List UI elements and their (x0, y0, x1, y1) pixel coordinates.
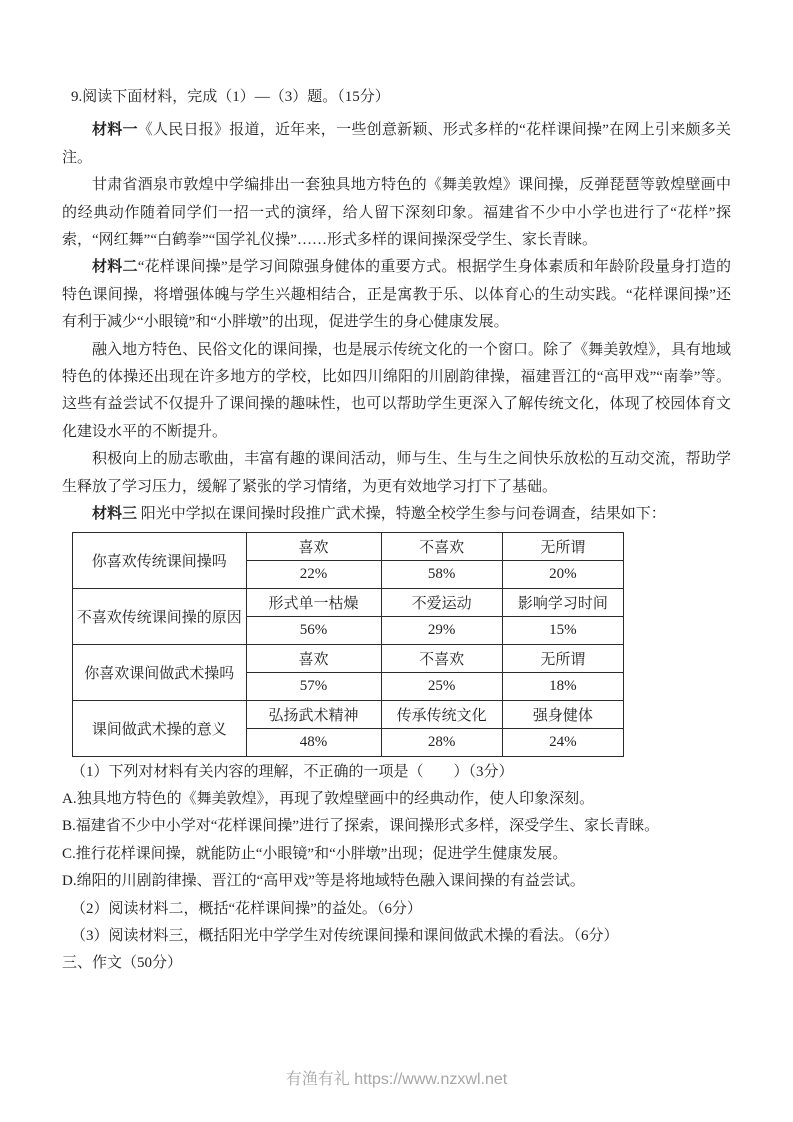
table-value-cell: 58% (381, 560, 502, 588)
table-option-cell: 不喜欢 (381, 532, 502, 560)
exam-content (62, 84, 731, 978)
material-2-body-1: 融入地方特色、民俗文化的课间操，也是展示传统文化的一个窗口。除了《舞美敦煌》，具有地域特色的体操还出现在许多地方的学校，比如四川绵阳的川剧韵律操，福建晋江的“高甲戏”“南拳”等。这些有益尝试不仅提升了课间操的趣味性，也可以帮助学生更深入了解传统文化，体现了校园体育文化建设水平的不断提升。 (62, 341, 731, 440)
table-value-cell: 29% (381, 616, 502, 644)
question-1-option-a: A.独具地方特色的《舞美敦煌》，再现了敦煌壁画中的经典动作，使人印象深刻。 (62, 790, 595, 807)
table-value-cell: 25% (381, 672, 502, 700)
table-row (73, 532, 624, 560)
material-3-intro (62, 501, 731, 528)
material-1-label: 材料一 (92, 122, 138, 139)
table-category-cell: 你喜欢课间做武术操吗 (73, 644, 247, 700)
table-row (73, 588, 624, 616)
table-option-cell: 弘扬武术精神 (246, 700, 381, 728)
table-value-cell: 57% (246, 672, 381, 700)
table-option-cell: 不喜欢 (381, 644, 502, 672)
table-category-cell: 你喜欢传统课间操吗 (73, 532, 247, 588)
material-1-intro (62, 117, 731, 172)
watermark-footer (0, 1066, 793, 1089)
question-1-option-c: C.推行花样课间操，就能防止“小眼镜”和“小胖墩”出现；促进学生健康发展。 (62, 845, 568, 862)
watermark-text: 有渔有礼 https://www.nzxwl.net (285, 1071, 508, 1088)
table-category-cell: 不喜欢传统课间操的原因 (73, 588, 247, 644)
table-option-cell: 无所谓 (502, 532, 623, 560)
material-2-body-2: 积极向上的励志歌曲，丰富有趣的课间活动，师与生、生与生之间快乐放松的互动交流，帮助学生释放了学习压力，缓解了紧张的学习情绪，为更有效地学习打下了基础。 (62, 451, 731, 495)
question-1: （1）下列对材料有关内容的理解，不正确的一项是（ ）（3分） (71, 763, 514, 780)
question-3: （3）阅读材料三，概括阳光中学学生对传统课间操和课间做武术操的看法。（6分） (71, 927, 619, 944)
table-option-cell: 强身健体 (502, 700, 623, 728)
table-option-cell: 无所谓 (502, 644, 623, 672)
material-2-label: 材料二 (92, 259, 138, 276)
survey-results-table (72, 532, 624, 757)
question-1-option-b: B.福建省不少中小学对“花样课间操”进行了探索，课间操形式多样，深受学生、家长青睐。 (62, 818, 660, 835)
section-3-heading: 三、作文（50分） (62, 955, 183, 972)
table-value-cell: 48% (246, 728, 381, 756)
table-value-cell: 22% (246, 560, 381, 588)
table-option-cell: 影响学习时间 (502, 588, 623, 616)
material-3-intro-text: 阳光中学拟在课间操时段推广武术操，特邀全校学生参与问卷调查，结果如下： (137, 506, 666, 523)
table-value-cell: 20% (502, 560, 623, 588)
material-1-intro-text: 《人民日报》报道，近年来，一些创意新颖、形式多样的“花样课间操”在网上引来颇多关注。 (62, 122, 731, 166)
question-2: （2）阅读材料二，概括“花样课间操”的益处。（6分） (71, 900, 422, 917)
material-3-label: 材料三 (92, 506, 138, 523)
question-1-option-d: D.绵阳的川剧韵律操、晋江的“高甲戏”等是将地域特色融入课间操的有益尝试。 (62, 873, 585, 890)
table-row (73, 644, 624, 672)
table-option-cell: 传承传统文化 (381, 700, 502, 728)
table-value-cell: 28% (381, 728, 502, 756)
table-option-cell: 不爱运动 (381, 588, 502, 616)
table-option-cell: 形式单一枯燥 (246, 588, 381, 616)
table-option-cell: 喜欢 (246, 532, 381, 560)
material-1-body: 甘肃省酒泉市敦煌中学编排出一套独具地方特色的《舞美敦煌》课间操，反弹琵琶等敦煌壁画中的经典动作随着同学们一招一式的演绎，给人留下深刻印象。福建省不少中小学也进行了“花样”探索，“网红舞”“白鹤拳”“国学礼仪操”……形式多样的课间操深受学生、家长青睐。 (62, 177, 731, 249)
material-2-intro-text: “花样课间操”是学习间隙强身健体的重要方式。根据学生身体素质和年龄阶段量身打造的特色课间操，将增强体魄与学生兴趣相结合，正是寓教于乐、以体育心的生动实践。“花样课间操”还有利于减少“小眼镜”和“小胖墩”的出现，促进学生的身心健康发展。 (62, 259, 731, 331)
table-value-cell: 56% (246, 616, 381, 644)
material-2-intro (62, 254, 731, 336)
table-value-cell: 15% (502, 616, 623, 644)
question-9-header: 9.阅读下面材料，完成（1）—（3）题。（15分） (71, 89, 390, 105)
table-option-cell: 喜欢 (246, 644, 381, 672)
table-value-cell: 24% (502, 728, 623, 756)
table-value-cell: 18% (502, 672, 623, 700)
table-category-cell: 课间做武术操的意义 (73, 700, 247, 756)
table-row (73, 700, 624, 728)
